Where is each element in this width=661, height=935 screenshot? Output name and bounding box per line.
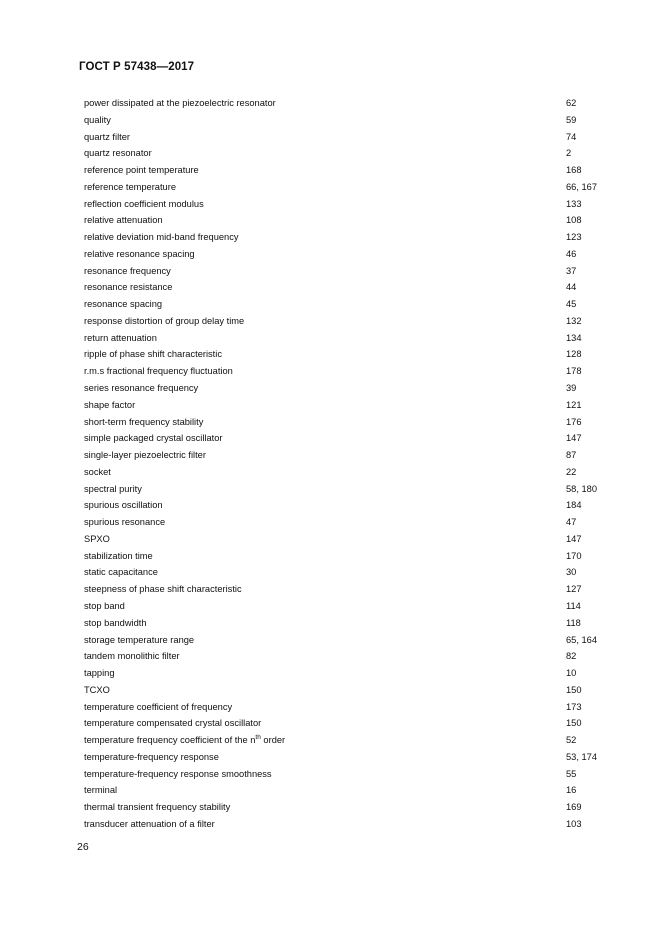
index-term bbox=[84, 129, 130, 146]
index-reference-number: 37 bbox=[566, 265, 577, 276]
index-reference-number: 108 bbox=[566, 215, 582, 226]
index-entry bbox=[84, 330, 624, 347]
index-term bbox=[84, 346, 222, 363]
index-entry bbox=[84, 715, 624, 732]
index-term-text: stop bandwidth bbox=[84, 617, 147, 628]
index-term bbox=[84, 548, 153, 565]
index-term bbox=[84, 363, 233, 380]
index-term-text: relative attenuation bbox=[84, 215, 163, 226]
index-term bbox=[84, 682, 110, 699]
index-entry bbox=[84, 129, 624, 146]
index-reference-number: 118 bbox=[566, 617, 581, 628]
index-term bbox=[84, 648, 180, 665]
index-term bbox=[84, 263, 171, 280]
index-entry bbox=[84, 296, 624, 313]
index-term bbox=[84, 380, 198, 397]
index-term-text: short-term frequency stability bbox=[84, 416, 204, 427]
index-entry bbox=[84, 145, 624, 162]
index-term-superscript: th bbox=[255, 734, 261, 742]
index-term bbox=[84, 246, 195, 263]
index-term-text: relative deviation mid-band frequency bbox=[84, 232, 239, 243]
index-term bbox=[84, 95, 276, 112]
index-entry bbox=[84, 162, 624, 179]
index-term bbox=[84, 112, 111, 129]
index-reference-number: 127 bbox=[566, 584, 582, 595]
index-term bbox=[84, 313, 244, 330]
index-reference-number: 52 bbox=[566, 735, 577, 746]
index-entry bbox=[84, 665, 624, 682]
index-term bbox=[84, 414, 203, 431]
index-entry bbox=[84, 430, 624, 447]
index-term bbox=[84, 581, 242, 598]
index-reference-number: 10 bbox=[566, 668, 577, 679]
index-term-text: temperature-frequency response smoothness bbox=[84, 768, 272, 779]
index-reference-number: 16 bbox=[566, 785, 577, 796]
index-term-text: simple packaged crystal oscillator bbox=[84, 433, 223, 444]
index-reference-number: 150 bbox=[566, 684, 582, 695]
index-entry bbox=[84, 397, 624, 414]
index-reference-number: 169 bbox=[566, 802, 582, 813]
index-entry bbox=[84, 799, 624, 816]
index-entry bbox=[84, 313, 624, 330]
index-term bbox=[84, 514, 165, 531]
index-entry bbox=[84, 564, 624, 581]
index-term-text: storage temperature range bbox=[84, 634, 195, 645]
document-header: ГОСТ Р 57438—2017 bbox=[79, 61, 195, 73]
index-term bbox=[84, 598, 125, 615]
index-entry bbox=[84, 112, 624, 129]
index-reference-number: 150 bbox=[566, 718, 582, 729]
index-reference-number: 147 bbox=[566, 533, 582, 544]
index-reference-number: 133 bbox=[566, 198, 582, 209]
index-term bbox=[84, 162, 199, 179]
index-term bbox=[84, 749, 219, 766]
index-term-text: relative resonance spacing bbox=[84, 248, 195, 259]
alphabetical-index-list bbox=[84, 95, 624, 833]
index-term-text: single-layer piezoelectric filter bbox=[84, 450, 206, 461]
index-term-text: socket bbox=[84, 466, 111, 477]
index-reference-number: 147 bbox=[566, 433, 582, 444]
index-term-text: stabilization time bbox=[84, 550, 153, 561]
index-term-text: resonance resistance bbox=[84, 282, 173, 293]
index-entry bbox=[84, 212, 624, 229]
index-entry bbox=[84, 363, 624, 380]
index-term bbox=[84, 179, 176, 196]
index-entry bbox=[84, 229, 624, 246]
index-reference-number: 123 bbox=[566, 232, 582, 243]
index-term-text: reference point temperature bbox=[84, 165, 199, 176]
index-term-text: power dissipated at the piezoelectric resonator bbox=[84, 98, 276, 108]
index-reference-number: 59 bbox=[566, 114, 577, 125]
index-term bbox=[84, 632, 194, 649]
index-term-text: reference temperature bbox=[84, 181, 176, 192]
index-term-text: SPXO bbox=[84, 533, 110, 544]
index-reference-number: 184 bbox=[566, 500, 582, 511]
index-term-text: spurious resonance bbox=[84, 517, 166, 528]
index-entry bbox=[84, 481, 624, 498]
index-entry bbox=[84, 548, 624, 565]
index-entry bbox=[84, 766, 624, 783]
index-entry bbox=[84, 447, 624, 464]
index-entry bbox=[84, 179, 624, 196]
index-reference-number: 22 bbox=[566, 466, 577, 477]
index-entry bbox=[84, 732, 624, 749]
index-reference-number: 170 bbox=[566, 550, 582, 561]
index-reference-number: 45 bbox=[566, 299, 577, 310]
index-term bbox=[84, 497, 163, 514]
index-term-text: quartz resonator bbox=[84, 148, 152, 159]
index-entry bbox=[84, 380, 624, 397]
page-number: 26 bbox=[77, 841, 89, 853]
index-reference-number: 74 bbox=[566, 131, 577, 142]
index-reference-number: 82 bbox=[566, 651, 577, 662]
index-term bbox=[84, 196, 204, 213]
index-entry bbox=[84, 414, 624, 431]
index-term bbox=[84, 296, 162, 313]
index-reference-number: 128 bbox=[566, 349, 582, 360]
index-term bbox=[84, 766, 272, 783]
index-term bbox=[84, 481, 142, 498]
index-term-suffix: order bbox=[260, 735, 286, 746]
index-term-text: spectral purity bbox=[84, 483, 142, 494]
index-term-text: resonance spacing bbox=[84, 299, 163, 310]
index-reference-number: 44 bbox=[566, 282, 577, 293]
index-reference-number: 30 bbox=[566, 567, 577, 578]
index-term bbox=[84, 715, 261, 732]
index-entry bbox=[84, 699, 624, 716]
index-term-text: resonance frequency bbox=[84, 265, 171, 276]
index-term bbox=[84, 397, 135, 414]
index-reference-number: 176 bbox=[566, 416, 582, 427]
index-reference-number: 134 bbox=[566, 332, 582, 343]
index-term-text: TCXO bbox=[84, 684, 110, 695]
index-reference-number: 178 bbox=[566, 366, 582, 377]
index-entry bbox=[84, 598, 624, 615]
index-term-text: shape factor bbox=[84, 399, 136, 410]
index-term bbox=[84, 615, 147, 632]
index-term bbox=[84, 799, 230, 816]
index-term bbox=[84, 782, 117, 799]
index-term bbox=[84, 430, 222, 447]
index-entry bbox=[84, 95, 624, 112]
index-entry bbox=[84, 615, 624, 632]
index-term bbox=[84, 665, 115, 682]
index-term-text: temperature coefficient of frequency bbox=[84, 701, 233, 712]
index-term bbox=[84, 279, 172, 296]
index-term-text: reflection coefficient modulus bbox=[84, 198, 204, 209]
index-entry bbox=[84, 514, 624, 531]
index-entry bbox=[84, 346, 624, 363]
index-entry bbox=[84, 782, 624, 799]
index-reference-number: 53, 174 bbox=[566, 751, 598, 762]
index-entry bbox=[84, 749, 624, 766]
index-reference-number: 62 bbox=[566, 98, 577, 108]
index-term-text: series resonance frequency bbox=[84, 383, 199, 394]
index-reference-number: 46 bbox=[566, 248, 577, 259]
index-reference-number: 58, 180 bbox=[566, 483, 598, 494]
index-reference-number: 173 bbox=[566, 701, 582, 712]
index-entry bbox=[84, 246, 624, 263]
index-term-text: transducer attenuation of a filter bbox=[84, 818, 215, 829]
index-term bbox=[84, 464, 111, 481]
index-term-text: steepness of phase shift characteristic bbox=[84, 584, 242, 595]
index-term-text: tapping bbox=[84, 668, 115, 679]
index-reference-number: 87 bbox=[566, 450, 577, 461]
index-entry bbox=[84, 682, 624, 699]
index-term bbox=[84, 732, 285, 749]
index-term bbox=[84, 447, 206, 464]
index-entry bbox=[84, 263, 624, 280]
index-entry bbox=[84, 632, 624, 649]
index-term bbox=[84, 229, 239, 246]
index-term bbox=[84, 330, 157, 347]
index-entry bbox=[84, 816, 624, 833]
index-reference-number: 114 bbox=[566, 600, 581, 611]
index-term bbox=[84, 531, 110, 548]
index-entry bbox=[84, 531, 624, 548]
index-term-text: stop band bbox=[84, 600, 125, 611]
index-term-text: quality bbox=[84, 114, 111, 125]
index-reference-number: 168 bbox=[566, 165, 582, 176]
index-term-text: thermal transient frequency stability bbox=[84, 802, 231, 813]
index-reference-number: 121 bbox=[566, 399, 582, 410]
index-term-text: temperature-frequency response bbox=[84, 751, 219, 762]
index-term-text: spurious oscillation bbox=[84, 500, 163, 511]
index-term-text: terminal bbox=[84, 785, 118, 796]
index-reference-number: 103 bbox=[566, 818, 582, 829]
index-entry bbox=[84, 464, 624, 481]
index-entry bbox=[84, 497, 624, 514]
index-term bbox=[84, 816, 215, 833]
index-reference-number: 2 bbox=[566, 148, 572, 159]
index-term-text: return attenuation bbox=[84, 332, 157, 343]
index-term bbox=[84, 699, 232, 716]
index-reference-number: 66, 167 bbox=[566, 181, 598, 192]
index-term-text: r.m.s fractional frequency fluctuation bbox=[84, 366, 233, 377]
index-reference-number: 55 bbox=[566, 768, 577, 779]
index-entry bbox=[84, 279, 624, 296]
index-term bbox=[84, 145, 152, 162]
index-term bbox=[84, 564, 158, 581]
index-reference-number: 39 bbox=[566, 383, 577, 394]
index-term-text: quartz filter bbox=[84, 131, 130, 142]
index-term-text: tandem monolithic filter bbox=[84, 651, 180, 662]
index-term-text: ripple of phase shift characteristic bbox=[84, 349, 222, 360]
index-term-text: temperature compensated crystal oscillator bbox=[84, 718, 262, 729]
index-entry bbox=[84, 196, 624, 213]
index-term bbox=[84, 212, 163, 229]
index-term-text: static capacitance bbox=[84, 567, 158, 578]
index-reference-number: 132 bbox=[566, 315, 582, 326]
index-entry bbox=[84, 581, 624, 598]
index-term-text: response distortion of group delay time bbox=[84, 315, 245, 326]
index-term-text: temperature frequency coefficient of the n bbox=[84, 735, 256, 746]
index-reference-number: 65, 164 bbox=[566, 634, 598, 645]
index-entry bbox=[84, 648, 624, 665]
index-reference-number: 47 bbox=[566, 517, 577, 528]
